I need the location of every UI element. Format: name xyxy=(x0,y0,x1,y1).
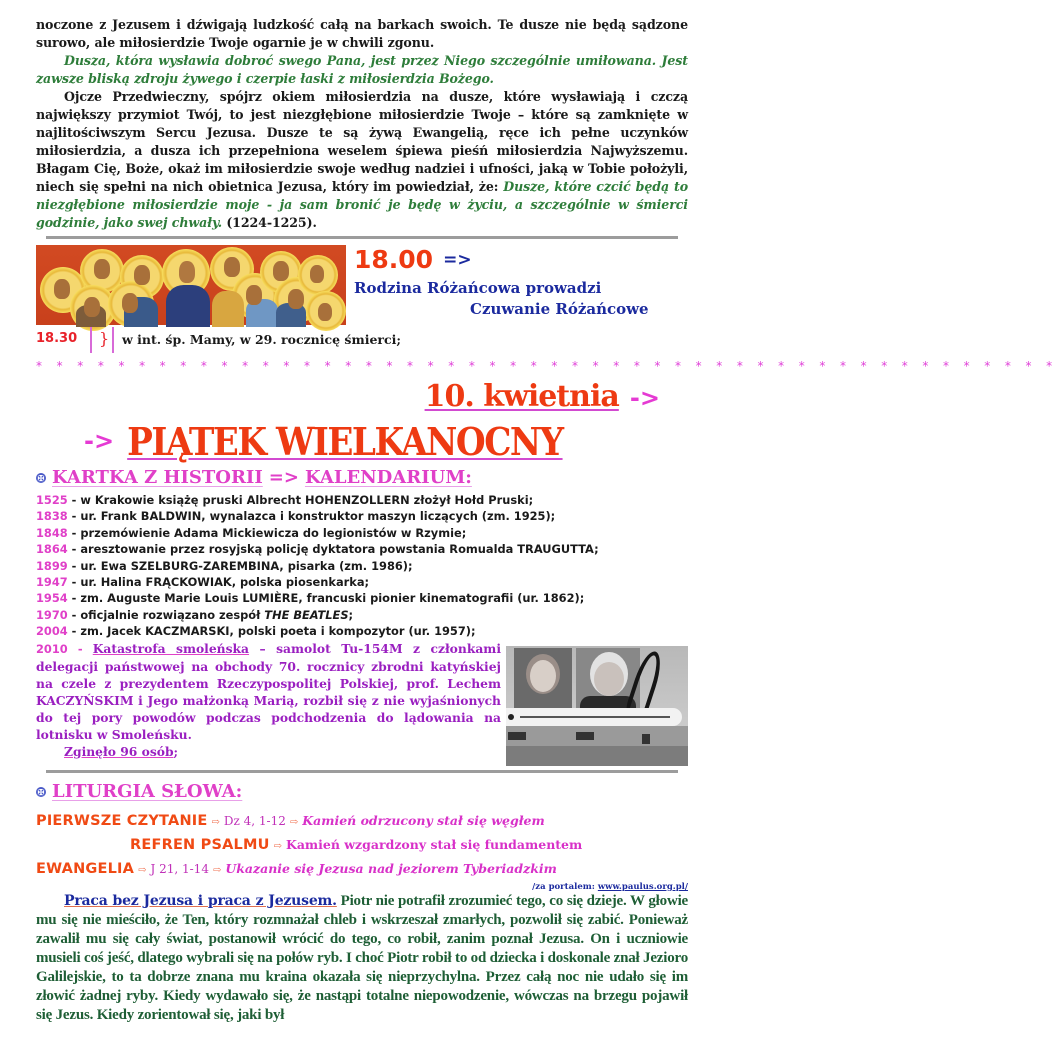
brace-icon: } xyxy=(99,329,110,348)
event-block xyxy=(36,245,688,325)
arrow-right-icon: -> xyxy=(84,427,115,455)
victims-line xyxy=(36,744,178,759)
source-credit xyxy=(36,882,688,892)
calendar-entry xyxy=(36,623,688,639)
calendar-list xyxy=(36,492,688,640)
reading-label: PIERWSZE CZYTANIE xyxy=(36,812,208,829)
calendar-text-italic: THE BEATLES xyxy=(264,607,349,622)
calendar-year: 1954 xyxy=(36,591,68,606)
event-line-1: Rodzina Różańcowa prowadzi xyxy=(354,279,602,297)
liturgy-heading-text: LITURGIA SŁOWA: xyxy=(52,780,243,802)
victims-count: Zginęło 96 osób xyxy=(64,743,174,759)
commentary-text: Piotr nie potrafił zrozumieć tego, co się dzieje. W głowie mu się nie mieściło, że Ten, który rozmnażał chleb i wskrzeszał zmarłych, pozwolił się zabić. Ponieważ zawalił mu się cały świat, postanowił wrócić do tego, co robił, zanim poznał Jezusa. On i uczniowie musieli coś jeść, dlatego wybrali się na połów ryb. I choć Piotr robił to od dziecka i doskonale znał Jezioro Galilejskie, to ta dobrze znana mu kraina okazała się nieprzychylna. Przez całą noc nie udało się im złowić żadnej ryby. Kiedy wydawało się, że nastąpi totalne niepowodzenie, wówczas na brzegu pojawił się Jezus. Kiedy zorientował się, jaki był xyxy=(36,892,688,1023)
prayer-reference: (1224-1225). xyxy=(226,215,317,230)
bulletin-page xyxy=(36,16,1058,1040)
intro-paragraph-1: noczone z Jezusem i dźwigają ludzkość całą na barkach swoich. Te dusze nie będą sądzone surowo, ale miłosierdzie Twoje ogarnie je w chwili zgonu. xyxy=(36,17,688,50)
star-separator: * * * * * * * * * * * * * * * * * * * * * * * * * * * * * * * * * * * * * * * * * * * * * * * * * * xyxy=(36,359,1058,373)
calendar-entry xyxy=(36,607,688,623)
calendar-year: 2004 xyxy=(36,624,68,639)
reading-title: Kamień wzgardzony stał się fundamentem xyxy=(285,836,583,852)
commentary-paragraph xyxy=(36,892,688,1025)
calendar-year: 1838 xyxy=(36,509,68,524)
calendar-text: - aresztowanie przez rosyjską policję dyktatora powstania Romualda TRAUGUTTA; xyxy=(67,542,599,557)
calendar-entry xyxy=(36,525,688,541)
calendar-entry xyxy=(36,541,688,557)
divider-middle xyxy=(46,770,678,773)
history-heading-left: KARTKA Z HISTORII xyxy=(52,467,263,488)
reading-title: Ukazanie się Jezusa nad jeziorem Tyberiadzkim xyxy=(225,860,557,876)
arrow-right-icon: -> xyxy=(629,384,660,412)
smolensk-description: – samolot Tu-154M z członkami delegacji państwowej na obchody 70. rocznicy zbrodni katyńskiej na czele z prezydentem Rzeczypospolitej Polskiej, prof. Lechem KACZYŃSKIM i Jego małżonką Marią, rozbił się z nie wyjaśnionych do tej pory powodów podczas podchodzenia do lądowania na lotnisku w Smoleńsku. xyxy=(36,640,501,742)
calendar-year: 1899 xyxy=(36,558,68,573)
liturgy-readings xyxy=(36,810,688,882)
arrow-icon: => xyxy=(443,250,472,270)
calendar-year: 1864 xyxy=(36,542,68,557)
arrow-icon: ⇨ xyxy=(289,816,299,828)
history-heading-right: KALENDARIUM: xyxy=(304,467,472,488)
reading-title: Kamień odrzucony stał się węgłem xyxy=(302,812,545,828)
calendar-year: 1970 xyxy=(36,607,68,622)
smolensk-title: Katastrofa smoleńska xyxy=(92,640,250,656)
divider-bar xyxy=(112,327,114,353)
event-time-value: 18.00 xyxy=(354,245,434,274)
punctuation: ; xyxy=(173,743,179,759)
divider-top xyxy=(46,236,678,239)
calendar-text: ; xyxy=(348,607,354,622)
date-heading xyxy=(36,379,688,415)
calendar-text: - zm. Auguste Marie Louis LUMIÈRE, francuski pionier kinematografii (ur. 1862); xyxy=(67,591,585,606)
day-title: PIĄTEK WIELKANOCNY xyxy=(127,419,563,464)
source-prefix: /za portalem: xyxy=(532,881,598,892)
arrow-icon: => xyxy=(268,467,299,488)
pentecost-icon-image xyxy=(36,245,346,325)
arrow-icon: ⇨ xyxy=(273,840,282,852)
commentary-heading: Praca bez Jezusa i praca z Jezusem. xyxy=(64,892,337,909)
history-heading xyxy=(36,467,688,488)
calendar-entry xyxy=(36,558,688,574)
cross-bullet-icon: ✠ xyxy=(37,473,45,483)
calendar-entry xyxy=(36,492,688,508)
cross-bullet-icon: ✠ xyxy=(37,786,45,797)
event-line-2: Czuwanie Różańcowe xyxy=(470,300,649,318)
calendar-text: - przemówienie Adama Mickiewicza do legionistów w Rzymie; xyxy=(67,525,467,540)
arrow-icon: ⇨ xyxy=(212,864,222,876)
calendar-text: - ur. Halina FRĄCKOWIAK, polska piosenkarka; xyxy=(67,575,370,590)
arrow-icon: ⇨ xyxy=(211,816,220,828)
reading-psalm xyxy=(36,834,688,858)
mass-time: 18.30 xyxy=(36,331,78,346)
reading-gospel xyxy=(36,858,688,882)
arrow-icon: ⇨ xyxy=(138,864,147,876)
calendar-text: - w Krakowie książę pruski Albrecht HOHENZOLLERN złożył Hołd Pruski; xyxy=(67,493,534,507)
calendar-text: - ur. Frank BALDWIN, wynalazca i konstruktor maszyn liczących (zm. 1925); xyxy=(67,509,556,524)
reading-first xyxy=(36,810,688,834)
calendar-text: - oficjalnie rozwiązano zespół xyxy=(67,607,265,622)
reading-reference: Dz 4, 1-12 xyxy=(223,813,286,828)
calendar-entry xyxy=(36,590,688,606)
prayer-quote: Dusze, które czcić będą to niezgłębione miłosierdzie moje - ja sam bronić je będę w życiu, a szczególnie w śmierci godzinie, jako swej chwały. xyxy=(36,179,689,230)
liturgy-heading xyxy=(36,781,688,802)
intro-paragraph-green: Dusza, która wysławia dobroć swego Pana, jest przez Niego szczególnie umiłowana. Jest zawsze bliską zdroju żywego i czerpie łaski z miłosierdzia Bożego. xyxy=(36,53,688,86)
reading-label: EWANGELIA xyxy=(36,860,135,877)
calendar-text: - ur. Ewa SZELBURG-ZAREMBINA, pisarka (zm. 1986); xyxy=(67,558,413,573)
mass-intention: w int. śp. Mamy, w 29. rocznicę śmierci; xyxy=(122,332,401,347)
dash: - xyxy=(67,641,93,656)
reading-reference: J 21, 1-14 xyxy=(150,861,209,876)
reading-label: REFREN PSALMU xyxy=(130,836,270,853)
calendar-year: 1947 xyxy=(36,575,68,590)
intro-prayer-paragraph xyxy=(36,88,688,232)
source-link[interactable]: www.paulus.org.pl/ xyxy=(597,881,688,892)
calendar-text: - zm. Jacek KACZMARSKI, polski poeta i kompozytor (ur. 1957); xyxy=(67,624,476,639)
event-time xyxy=(354,245,472,274)
day-title-heading xyxy=(36,419,688,464)
calendar-year: 1525 xyxy=(36,493,68,507)
calendar-entry xyxy=(36,508,688,524)
calendar-year: 2010 xyxy=(36,641,68,656)
smolensk-entry xyxy=(36,640,688,760)
smolensk-memorial-photo xyxy=(506,646,688,766)
prayer-text: Ojcze Przedwieczny, spójrz okiem miłosierdzia na dusze, które wysławiają i czczą największy przymiot Twój, to jest niezgłębione miłosierdzie Twoje – które są zamknięte w najlitościwszym Sercu Jezusa. Dusze te są żywą Ewangelią, ręce ich pełne uczynków miłosierdzia, a dusza ich przepełniona weselem śpiewa pieśń miłosierdzia Najwyższemu. Błagam Cię, Boże, okaż im miłosierdzie swoje według nadziei i ufności, jaką w Tobie położyli, niech się spełni na nich obietnica Jezusa, który im powiedział, że: xyxy=(36,89,688,194)
mass-intention-row xyxy=(36,327,688,353)
divider-bar xyxy=(90,327,92,353)
calendar-year: 1848 xyxy=(36,525,68,540)
date-text: 10. kwietnia xyxy=(424,379,619,414)
smolensk-text xyxy=(36,640,501,760)
calendar-entry xyxy=(36,574,688,590)
